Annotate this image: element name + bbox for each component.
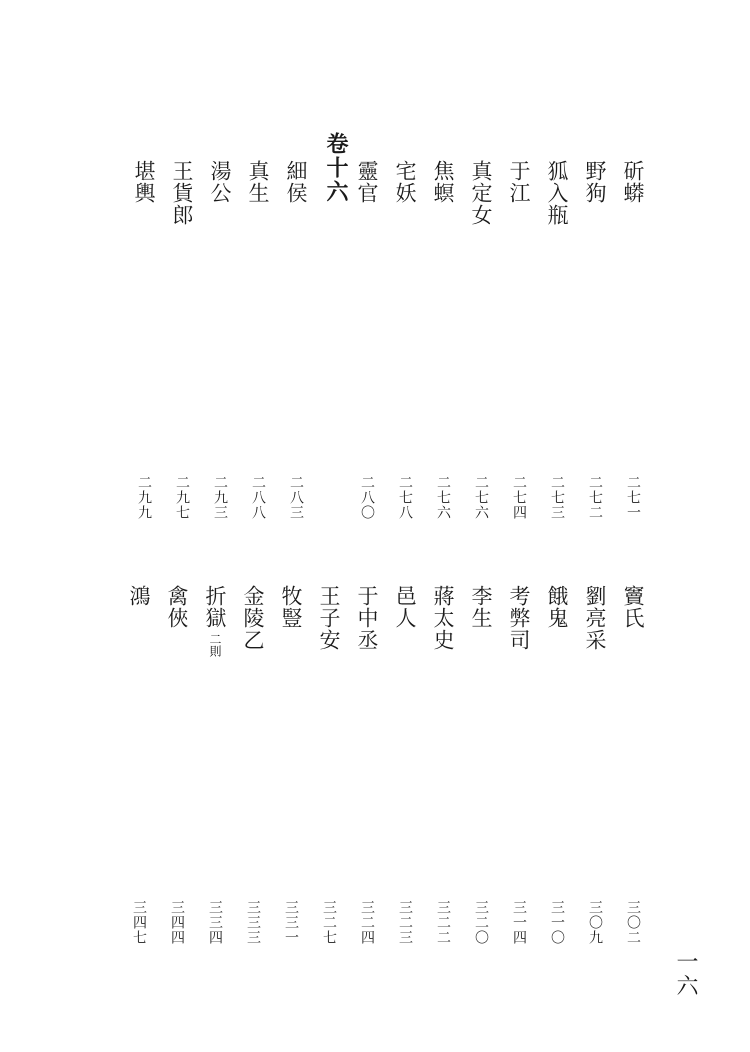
entry-title: 狐入瓶 <box>545 160 569 226</box>
toc-bottom-half <box>0 585 750 945</box>
entry-title: 野狗 <box>583 160 607 204</box>
toc-entry <box>280 585 302 945</box>
entry-title: 劉亮采 <box>583 585 607 651</box>
entry-title: 蔣太史 <box>431 585 455 651</box>
entry-title: 折獄 <box>203 585 227 629</box>
toc-entry <box>394 585 416 945</box>
entry-title: 王貨郎 <box>170 160 194 226</box>
entry-page-number: 三三三 <box>245 900 261 945</box>
toc-entry <box>166 585 188 945</box>
entry-page-number: 二七六 <box>435 475 451 520</box>
entry-title: 王子安 <box>317 585 341 651</box>
entry-title: 真生 <box>246 160 270 204</box>
entry-page-number: 二七八 <box>397 475 413 520</box>
entry-title: 真定女 <box>469 160 493 226</box>
toc-entry <box>432 160 454 520</box>
toc-entry <box>356 585 378 945</box>
entry-page-number: 二七二 <box>587 475 603 520</box>
entry-page-number: 二九三 <box>212 475 228 520</box>
entry-page-number: 三二四 <box>359 900 375 945</box>
entry-title: 斫蟒 <box>621 160 645 204</box>
entry-page-number: 三〇九 <box>587 900 603 945</box>
toc-entry <box>584 160 606 520</box>
toc-entry <box>171 160 193 520</box>
toc-entry <box>247 160 269 520</box>
entry-title: 邑人 <box>393 585 417 629</box>
entry-page-number: 二八八 <box>250 475 266 520</box>
toc-top-half <box>0 160 750 520</box>
entry-page-number: 三〇二 <box>625 900 641 945</box>
entry-title: 竇氏 <box>621 585 645 629</box>
entry-title: 靈官 <box>355 160 379 204</box>
toc-entry <box>242 585 264 945</box>
entry-page-number: 三一〇 <box>549 900 565 945</box>
toc-entry <box>546 585 568 945</box>
toc-entry <box>209 160 231 520</box>
entry-page-number: 二八三 <box>288 475 304 520</box>
toc-entry <box>622 160 644 520</box>
toc-entry <box>508 585 530 945</box>
entry-title: 湯公 <box>208 160 232 204</box>
entry-title: 于江 <box>507 160 531 204</box>
toc-entry <box>622 585 644 945</box>
toc-entry <box>285 160 307 520</box>
toc-entry <box>508 160 530 520</box>
entry-page-number: 三一四 <box>511 900 527 945</box>
toc-entry <box>584 585 606 945</box>
entry-page-number: 三四四 <box>169 900 185 945</box>
entry-page-number: 二九七 <box>174 475 190 520</box>
entry-title: 考弊司 <box>507 585 531 651</box>
entry-page-number: 三三一 <box>283 900 299 945</box>
entry-note: 二則 <box>208 633 222 657</box>
page-number: 一六 <box>673 950 698 998</box>
entry-title: 于中丞 <box>355 585 379 651</box>
entry-page-number: 二七一 <box>625 475 641 520</box>
toc-entry <box>470 160 492 520</box>
toc-entry <box>204 585 226 945</box>
entry-page-number: 二七三 <box>549 475 565 520</box>
entry-page-number: 三二〇 <box>473 900 489 945</box>
entry-title: 餓鬼 <box>545 585 569 629</box>
toc-entry <box>318 585 340 945</box>
entry-title: 鴻 <box>127 585 151 607</box>
entry-page-number: 三三四 <box>207 900 223 945</box>
entry-page-number: 二八〇 <box>359 475 375 520</box>
entry-title: 宅妖 <box>393 160 417 204</box>
entry-title: 堪輿 <box>132 160 156 204</box>
entry-title: 牧豎 <box>279 585 303 629</box>
entry-page-number: 三二二 <box>435 900 451 945</box>
entry-page-number: 二七六 <box>473 475 489 520</box>
entry-title: 金陵乙 <box>241 585 265 651</box>
entry-page-number: 三四七 <box>131 900 147 945</box>
toc-entry <box>470 585 492 945</box>
toc-entry <box>133 160 155 520</box>
entry-page-number: 三二三 <box>397 900 413 945</box>
toc-entry <box>432 585 454 945</box>
toc-entry <box>128 585 150 945</box>
entry-page-number: 二七四 <box>511 475 527 520</box>
entry-title: 禽俠 <box>165 585 189 629</box>
toc-entry <box>546 160 568 520</box>
entry-title: 李生 <box>469 585 493 629</box>
entry-title: 細侯 <box>284 160 308 204</box>
entry-page-number: 三二七 <box>321 900 337 945</box>
entry-title: 焦螟 <box>431 160 455 204</box>
volume-heading: 卷十六 <box>323 132 348 204</box>
toc-entry <box>356 160 378 520</box>
toc-entry <box>394 160 416 520</box>
entry-page-number: 二九九 <box>136 475 152 520</box>
